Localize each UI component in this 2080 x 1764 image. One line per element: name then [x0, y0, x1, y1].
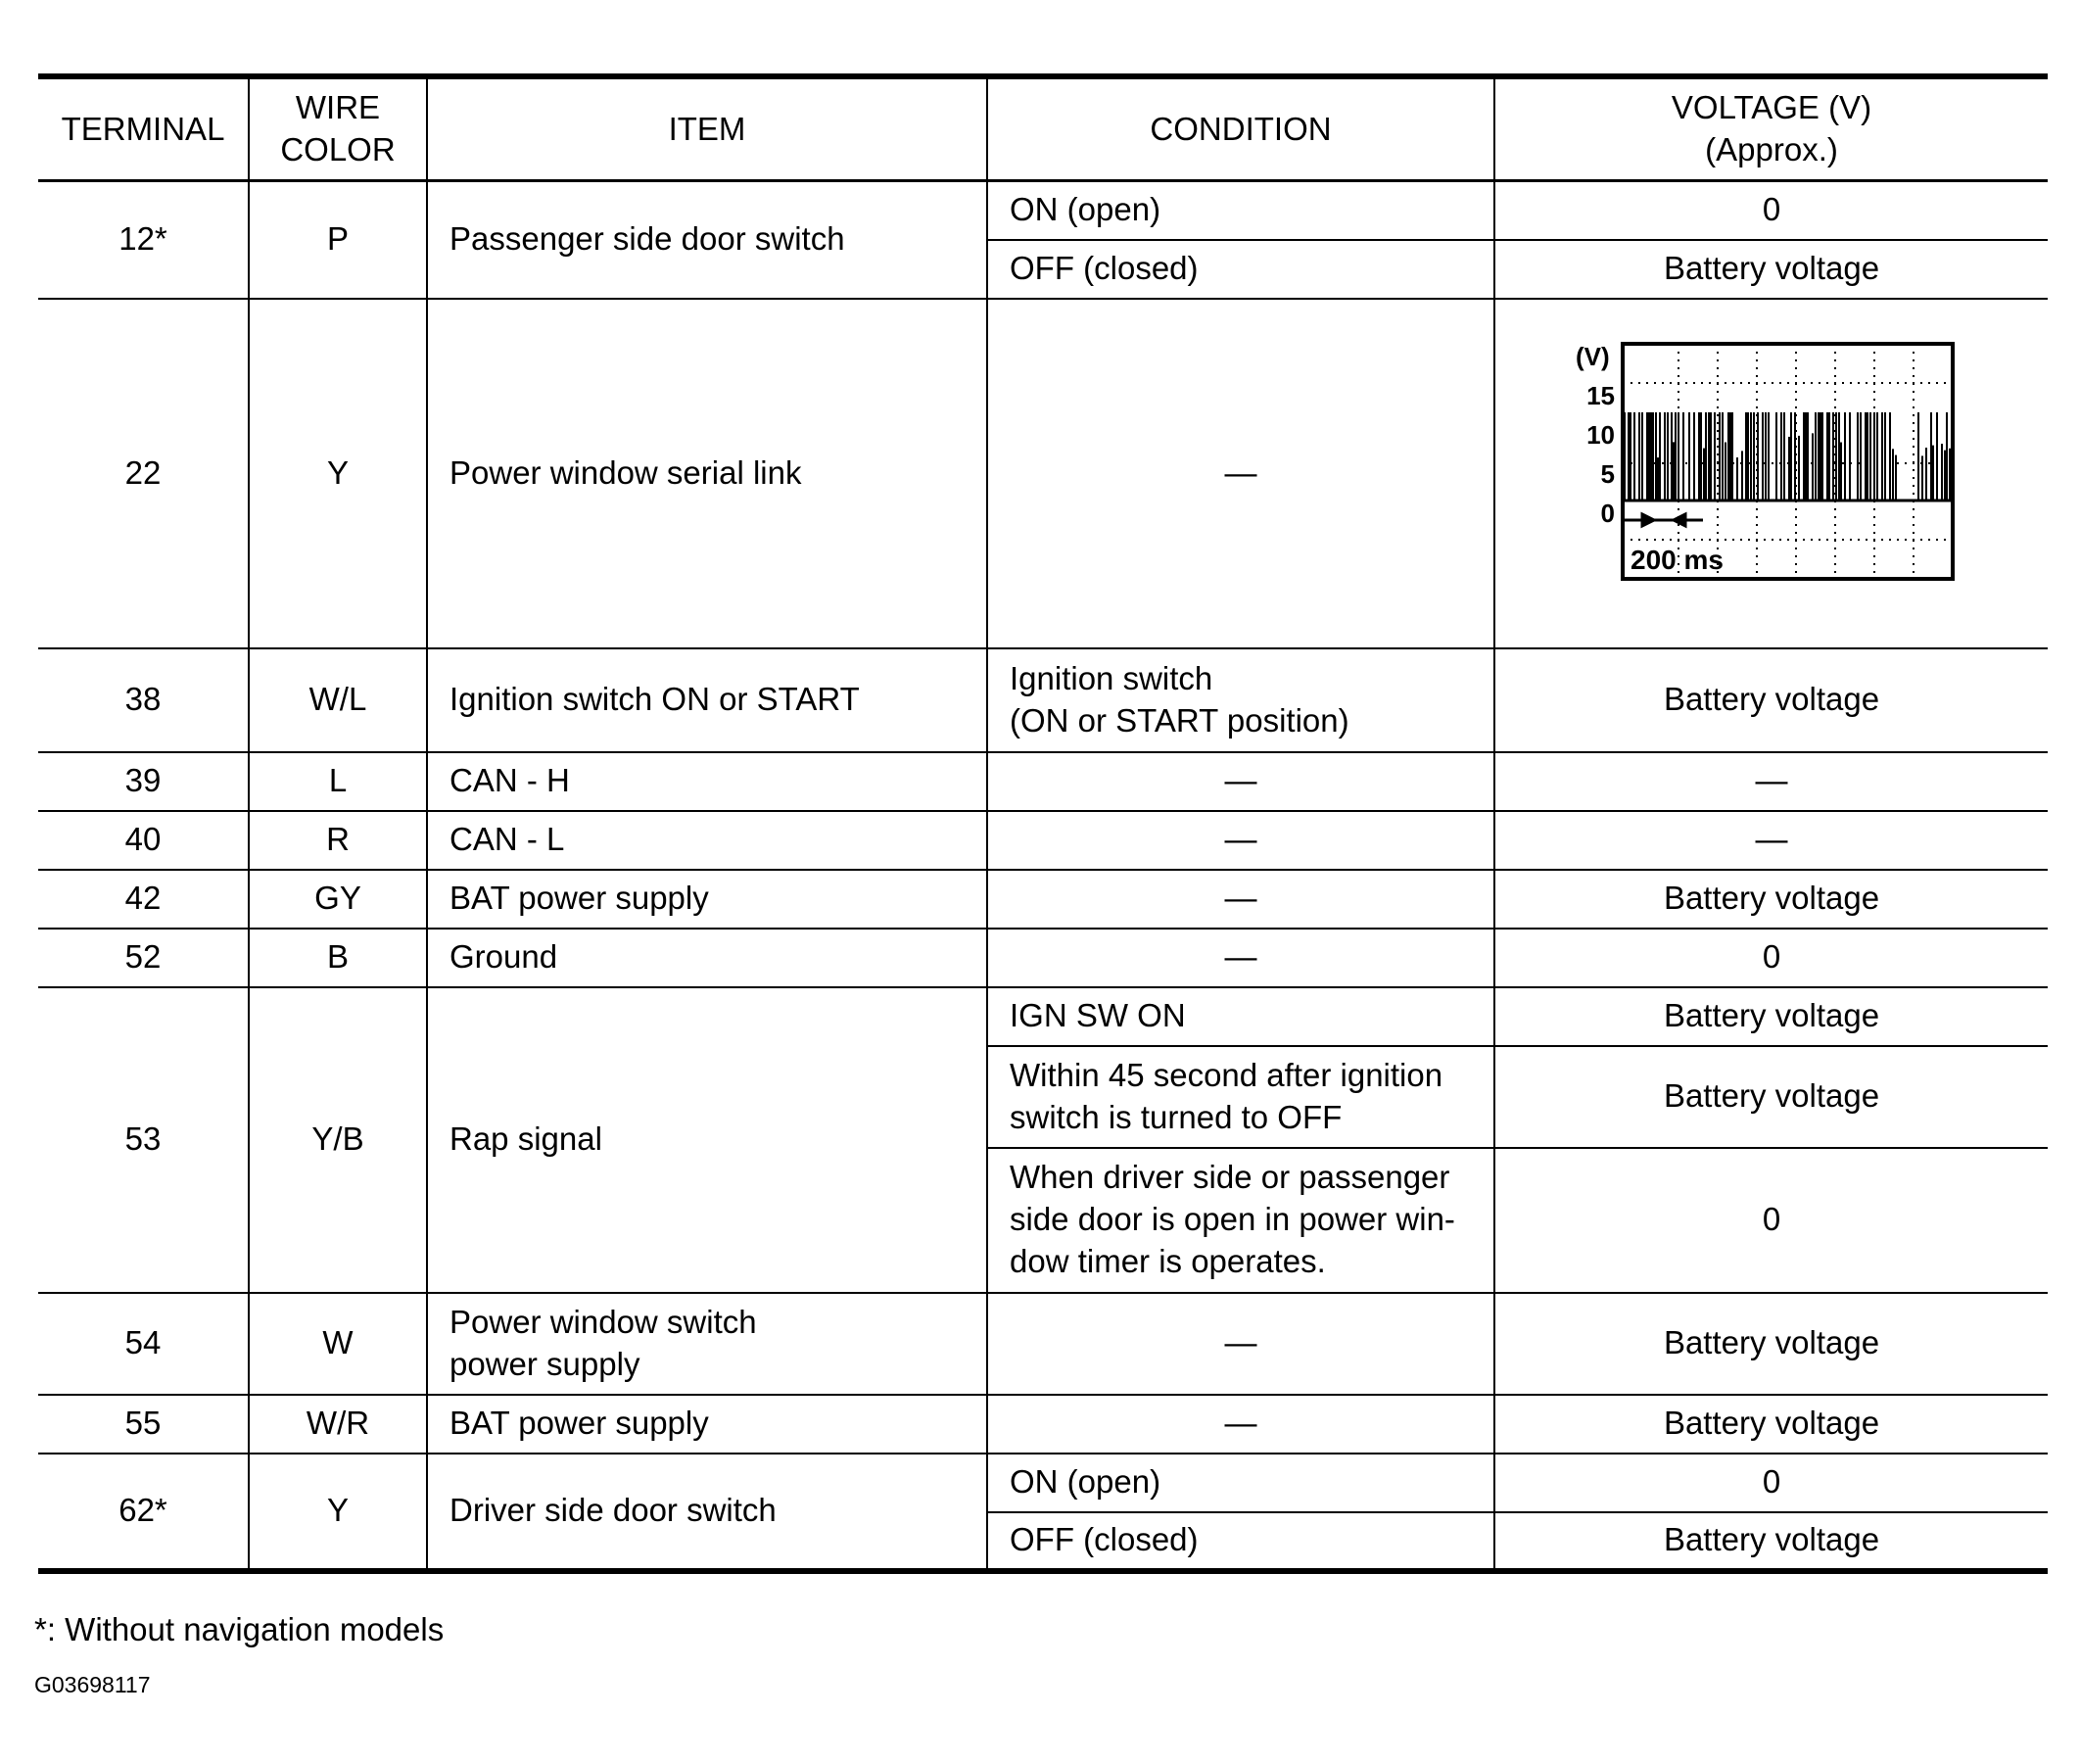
item-cell: BAT power supply: [427, 870, 987, 929]
wire-color-cell: R: [249, 811, 427, 870]
header-voltage: VOLTAGE (V) (Approx.): [1494, 76, 2048, 181]
item-cell: Ignition switch ON or START: [427, 648, 987, 752]
wire-color-cell: GY: [249, 870, 427, 929]
table-row: [38, 648, 2048, 752]
wire-color-cell: W/L: [249, 648, 427, 752]
table-header-row: [38, 76, 2048, 181]
terminal-spec-document: [38, 73, 2048, 1574]
wire-color-cell: Y: [249, 299, 427, 648]
voltage-cell: Battery voltage: [1494, 987, 2048, 1046]
terminal-cell: 62*: [38, 1454, 249, 1571]
wire-color-cell: W: [249, 1293, 427, 1395]
table-row: [38, 299, 2048, 648]
table-row: [38, 1454, 2048, 1512]
voltage-cell: —: [1494, 811, 2048, 870]
wire-color-cell: L: [249, 752, 427, 811]
table-row: [38, 181, 2048, 240]
terminal-cell: 12*: [38, 181, 249, 299]
condition-cell: IGN SW ON: [987, 987, 1494, 1046]
table-row: [38, 1293, 2048, 1395]
item-cell: Driver side door switch: [427, 1454, 987, 1571]
condition-cell: —: [987, 929, 1494, 987]
terminal-cell: 55: [38, 1395, 249, 1454]
voltage-cell: 0: [1494, 1148, 2048, 1293]
table-row: [38, 1395, 2048, 1454]
figure-id: G03698117: [34, 1672, 151, 1697]
table-row: [38, 811, 2048, 870]
table-row: [38, 929, 2048, 987]
header-condition: CONDITION: [987, 76, 1494, 181]
voltage-cell: 0: [1494, 181, 2048, 240]
item-cell: Power window switch power supply: [427, 1293, 987, 1395]
voltage-cell: Battery voltage: [1494, 1293, 2048, 1395]
condition-cell: OFF (closed): [987, 240, 1494, 299]
table-row: [38, 987, 2048, 1046]
wire-color-cell: Y/B: [249, 987, 427, 1293]
condition-cell: —: [987, 299, 1494, 648]
waveform-y-tick: 0: [1600, 498, 1615, 528]
terminal-cell: 40: [38, 811, 249, 870]
condition-cell: ON (open): [987, 181, 1494, 240]
condition-cell: OFF (closed): [987, 1512, 1494, 1571]
time-division-marker: [1625, 514, 1703, 526]
serial-link-waveform: [1576, 336, 1967, 600]
voltage-cell: 0: [1494, 929, 2048, 987]
voltage-cell: 0: [1494, 1454, 2048, 1512]
footnote: *: Without navigation models: [34, 1611, 445, 1647]
condition-cell: —: [987, 752, 1494, 811]
voltage-cell: Battery voltage: [1494, 1512, 2048, 1571]
wire-color-cell: B: [249, 929, 427, 987]
waveform-time-label: 200 ms: [1631, 544, 1724, 575]
terminal-cell: 22: [38, 299, 249, 648]
voltage-cell: Battery voltage: [1494, 1046, 2048, 1148]
condition-cell: ON (open): [987, 1454, 1494, 1512]
table-row: [38, 752, 2048, 811]
waveform-y-tick: 10: [1586, 419, 1615, 450]
condition-cell: When driver side or passenger side door is open in power win- dow timer is operates.: [987, 1148, 1494, 1293]
item-cell: CAN - H: [427, 752, 987, 811]
voltage-cell: Battery voltage: [1494, 1395, 2048, 1454]
condition-cell: Within 45 second after ignition switch is turned to OFF: [987, 1046, 1494, 1148]
voltage-cell: Battery voltage: [1494, 240, 2048, 299]
waveform-pulses: [1625, 412, 1950, 501]
condition-cell: —: [987, 870, 1494, 929]
terminal-cell: 53: [38, 987, 249, 1293]
condition-cell: —: [987, 811, 1494, 870]
terminal-cell: 39: [38, 752, 249, 811]
terminal-cell: 42: [38, 870, 249, 929]
terminal-cell: 38: [38, 648, 249, 752]
voltage-waveform-cell: [1494, 299, 2048, 648]
item-cell: Rap signal: [427, 987, 987, 1293]
header-terminal: TERMINAL: [38, 76, 249, 181]
waveform-y-tick: 15: [1586, 380, 1615, 410]
condition-cell: Ignition switch (ON or START position): [987, 648, 1494, 752]
waveform-unit-label: (V): [1576, 341, 1610, 371]
condition-cell: —: [987, 1395, 1494, 1454]
voltage-cell: Battery voltage: [1494, 648, 2048, 752]
voltage-cell: —: [1494, 752, 2048, 811]
item-cell: BAT power supply: [427, 1395, 987, 1454]
voltage-cell: Battery voltage: [1494, 870, 2048, 929]
wire-color-cell: Y: [249, 1454, 427, 1571]
table-row: [38, 870, 2048, 929]
wire-color-cell: P: [249, 181, 427, 299]
condition-cell: —: [987, 1293, 1494, 1395]
item-cell: CAN - L: [427, 811, 987, 870]
header-wire-color: WIRE COLOR: [249, 76, 427, 181]
terminal-cell: 52: [38, 929, 249, 987]
item-cell: Power window serial link: [427, 299, 987, 648]
header-item: ITEM: [427, 76, 987, 181]
waveform-y-tick: 5: [1600, 458, 1615, 489]
wire-color-cell: W/R: [249, 1395, 427, 1454]
item-cell: Ground: [427, 929, 987, 987]
item-cell: Passenger side door switch: [427, 181, 987, 299]
terminal-spec-table: [38, 73, 2048, 1574]
terminal-cell: 54: [38, 1293, 249, 1395]
